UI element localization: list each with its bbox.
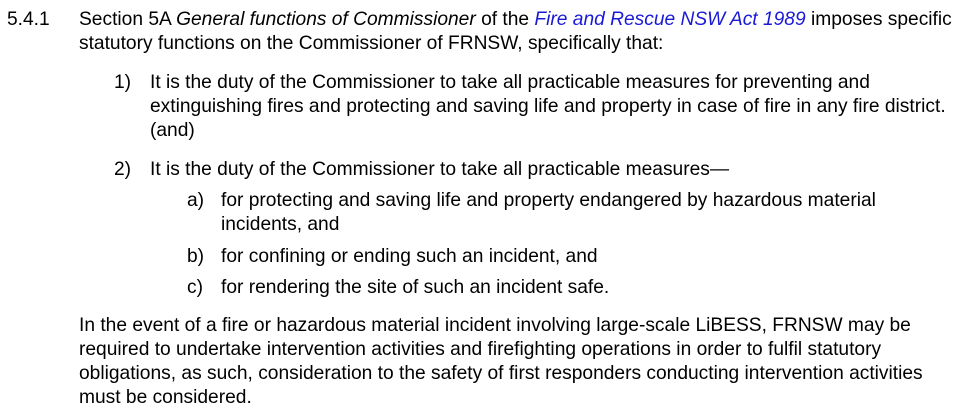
closing-paragraph: In the event of a fire or hazardous material incident involving large-scale LiBESS, FRNSW may be required to undertake intervention activities and firefighting operations in order to fulfil statutory obligations, as such, consideration to the safety of first responders conducting intervention activities must be considered.: [79, 315, 923, 408]
sublist-item-text-c: for rendering the site of such an incident safe.: [221, 277, 610, 298]
sublist-item-letter-a: a): [187, 190, 205, 211]
list-item-text-2: It is the duty of the Commissioner to take all practicable measures—: [150, 159, 730, 180]
function-title-italic: General functions of Commissioner: [176, 9, 476, 30]
intro-suffix: imposes specific statutory functions on the Commissioner of FRNSW, specifically that:: [79, 9, 952, 54]
intro-mid: of the: [475, 9, 535, 30]
list-item-text-1: It is the duty of the Commissioner to take all practicable measures for preventing and extinguishing fires and protecting and saving life and property in case of fire in any fire district. (and): [150, 72, 946, 141]
sublist-item-text-b: for confining or ending such an incident, and: [221, 246, 598, 267]
list-item-number-2: 2): [114, 159, 132, 180]
sublist-item-text-a: for protecting and saving life and property endangered by hazardous material incidents, and: [221, 190, 876, 235]
act-link[interactable]: Fire and Rescue NSW Act 1989: [534, 9, 806, 30]
sublist-item-letter-b: b): [187, 246, 205, 267]
intro-prefix: Section 5A: [79, 9, 177, 30]
sublist-item-letter-c: c): [187, 277, 203, 298]
list-item-number-1: 1): [114, 72, 132, 93]
section-intro-paragraph: [79, 8, 959, 56]
section-number: 5.4.1: [7, 9, 50, 30]
